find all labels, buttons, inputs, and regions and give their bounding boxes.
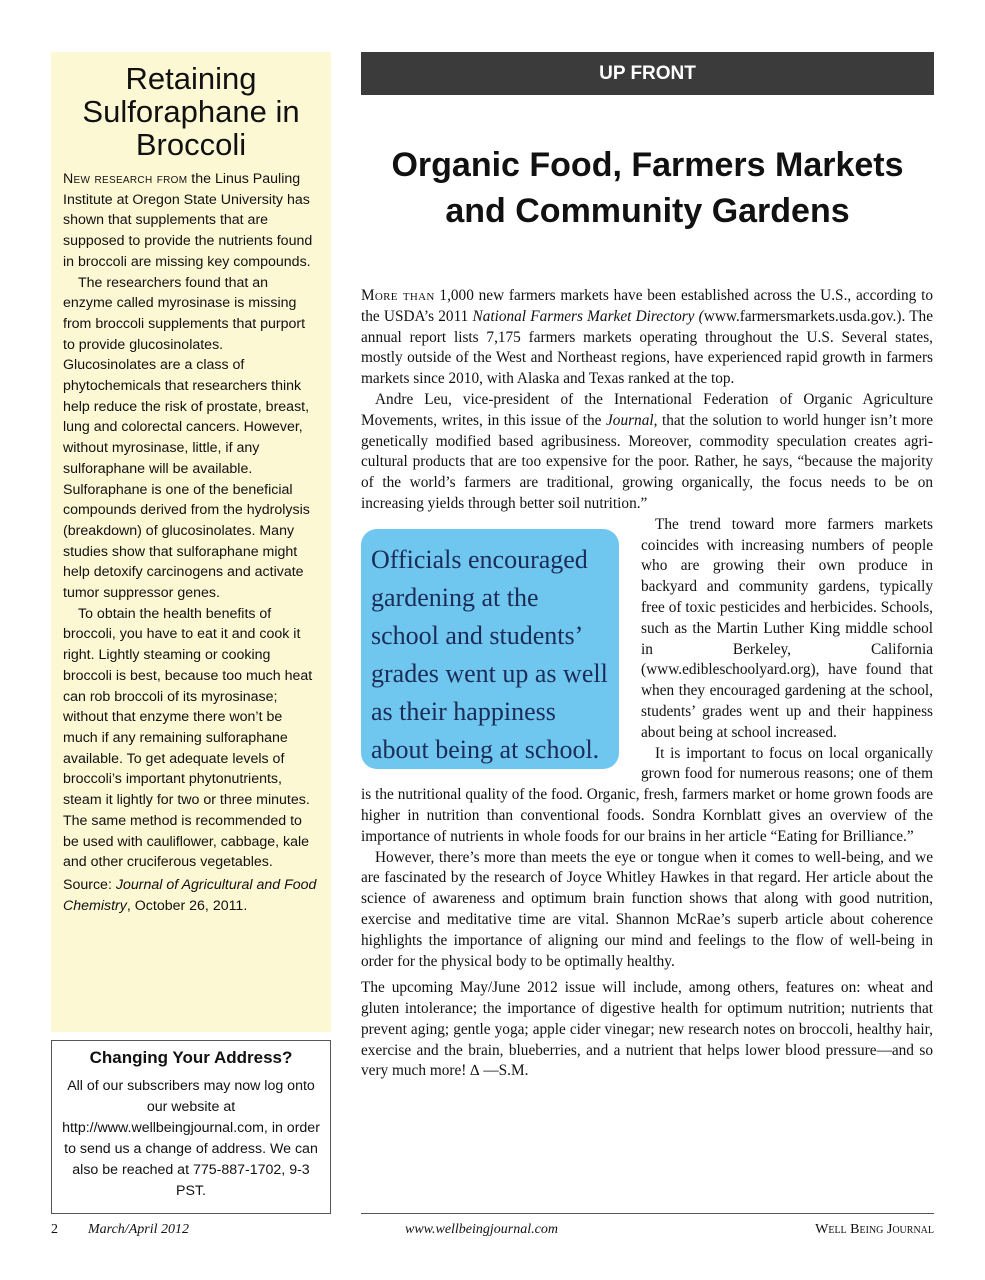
article-p1-text-a: 1,000 new farmers markets have been established across the U.S., according to the USDA’s 2011	[361, 287, 933, 325]
sidebar-paragraph-3: To obtain the health benefits of broccoli, you have to eat it and cook it right. Lightly steaming or cooking broccoli is best, because too much heat can rob broccoli of its myrosinase; without that enzyme there won’t be much if any remaining sulforaphane available. To get adequate levels of broccoli’s important phytonutrients, steam it lightly for two or three minutes. The same method is recommended to be used with cauliflower, cabbage, kale and other cruciferous vegetables.	[63, 605, 313, 871]
footer-divider	[361, 1213, 934, 1214]
main-article	[361, 286, 933, 1082]
sidebar-article	[51, 52, 331, 1032]
article-paragraph-5: However, there’s more than meets the eye or tongue when it comes to well-being, and we are fascinated by the research of Joyce Whitley Hawkes in that regard. Her article about the science of awareness and optimum brain function shows that along with good nutrition, exercise and meditative time are vital. Shannon McRae’s superb article about coherence highlights the importance of aligning our mind and feelings to the flow of well-being in order for the physical body to be optimally healthy.	[361, 848, 933, 970]
directory-title: National Farmers Market Directory (	[472, 307, 704, 325]
footer-url: www.wellbeingjournal.com	[405, 1222, 558, 1237]
journal-name: Well Being Journal	[815, 1222, 934, 1237]
article-paragraph-3: The trend toward more farmers markets coincides with increasing numbers of people who are growing their own produce in backyard and community gardens, typically free of toxic pesticides and herbicides. Schools, such as the Martin Luther King middle school in Berkeley, California (www.edibleschoolyard.org), have found that when they encouraged gardening at the school, students’ grades went up and their happiness about being at school increased.	[641, 515, 933, 741]
source-label: Source:	[63, 876, 116, 893]
source-journal: Journal of Agricultural and Food Chemistry	[63, 876, 317, 914]
sidebar-source	[63, 875, 319, 916]
article-paragraph-1	[361, 286, 933, 390]
address-box-title: Changing Your Address?	[89, 1048, 293, 1067]
section-label-bar: UP FRONT	[361, 52, 934, 95]
address-box-text: All of our subscribers may now log onto our website at http://www.wellbeingjournal.com, in order to send us a change of address. We can also be reached at 775-887-1702, 9-3 PST.	[62, 1078, 320, 1199]
address-change-box	[51, 1040, 331, 1214]
article-paragraph-2	[361, 390, 933, 515]
issue-date: March/April 2012	[88, 1222, 189, 1237]
sidebar-p1-text: the Linus Pauling Institute at Oregon State University has shown that supplements that are supposed to provide the nutrients found in broccoli are missing key compounds.	[63, 171, 313, 270]
source-date: , October 26, 2011.	[126, 897, 248, 914]
journal-ref: Journal,	[606, 411, 658, 429]
sidebar-title: Retaining Sulforaphane in Broccoli	[82, 61, 300, 162]
sidebar-lead-in: New research from	[63, 171, 188, 187]
article-lead-in: More than	[361, 287, 435, 304]
sidebar-paragraph-1	[63, 169, 319, 273]
article-paragraph-6: The upcoming May/June 2012 issue will include, among others, features on: wheat and gluten intolerance; the importance of digestive health for optimum nutrition; nutrients that prevent aging; gentle yoga; apple cider vinegar; new research notes on broccoli, healthy hair, exercise and the brain, blueberries, and a nutrient that helps lower blood pressure—and so very much more! ∆ —S.M.	[361, 979, 933, 1080]
article-paragraph-4: It is important to focus on local organically grown food for numerous reasons; one of them is the nutritional quality of the food. Organic, fresh, farmers market or home grown foods are higher in nutrition than conventional foods. Sondra Kornblatt gives an overview of the importance of nutrients in whole foods for our brains in her article “Eating for Brilliance.”	[361, 744, 933, 845]
sidebar-body	[63, 169, 319, 916]
sidebar-paragraph-2: The researchers found that an enzyme called myrosinase is missing from broccoli supplements that purport to provide glucosinolates. Glucosinolates are a class of phytochemicals that researchers think help reduce the risk of prostate, breast, lung and colorectal cancers. However, without myrosinase, little, if any sulforaphane will be available. Sulforaphane is one of the beneficial compounds derived from the hydrolysis (breakdown) of glucosinolates. Many studies show that sulforaphane might help detoxify carcinogens and activate tumor suppressor genes.	[63, 274, 310, 602]
article-p2-text-a: Andre Leu, vice-president of the International Federation of Organic Agriculture Movements, writes, in this issue of the	[361, 390, 933, 429]
pull-quote: Officials encouraged gardening at the school and students’ grades went up as well as their happiness about being at school.	[361, 529, 619, 769]
article-p2-text-b: that the solution to world hunger isn’t more genetically modified based agribusiness. Moreover, commodity speculation creates agricultural products that are too expensive for the poor. Rather, he says, “because the majority of the world’s farmers are traditional, growing organically, the focus needs to be on increasing yields through better soil nutrition.”	[361, 411, 933, 512]
page-number: 2	[51, 1222, 58, 1237]
article-headline: Organic Food, Farmers Markets and Community Gardens	[391, 146, 904, 230]
article-p1-text-b: www.farmersmarkets.usda.gov.). The annual report lists 7,175 farmers markets operating throughout the U.S. Several states, mostly outside of the West and Northeast regions, have experienced rapid growth in farmers markets since 2010, with Alaska and Texas ranked at the top.	[361, 307, 933, 388]
